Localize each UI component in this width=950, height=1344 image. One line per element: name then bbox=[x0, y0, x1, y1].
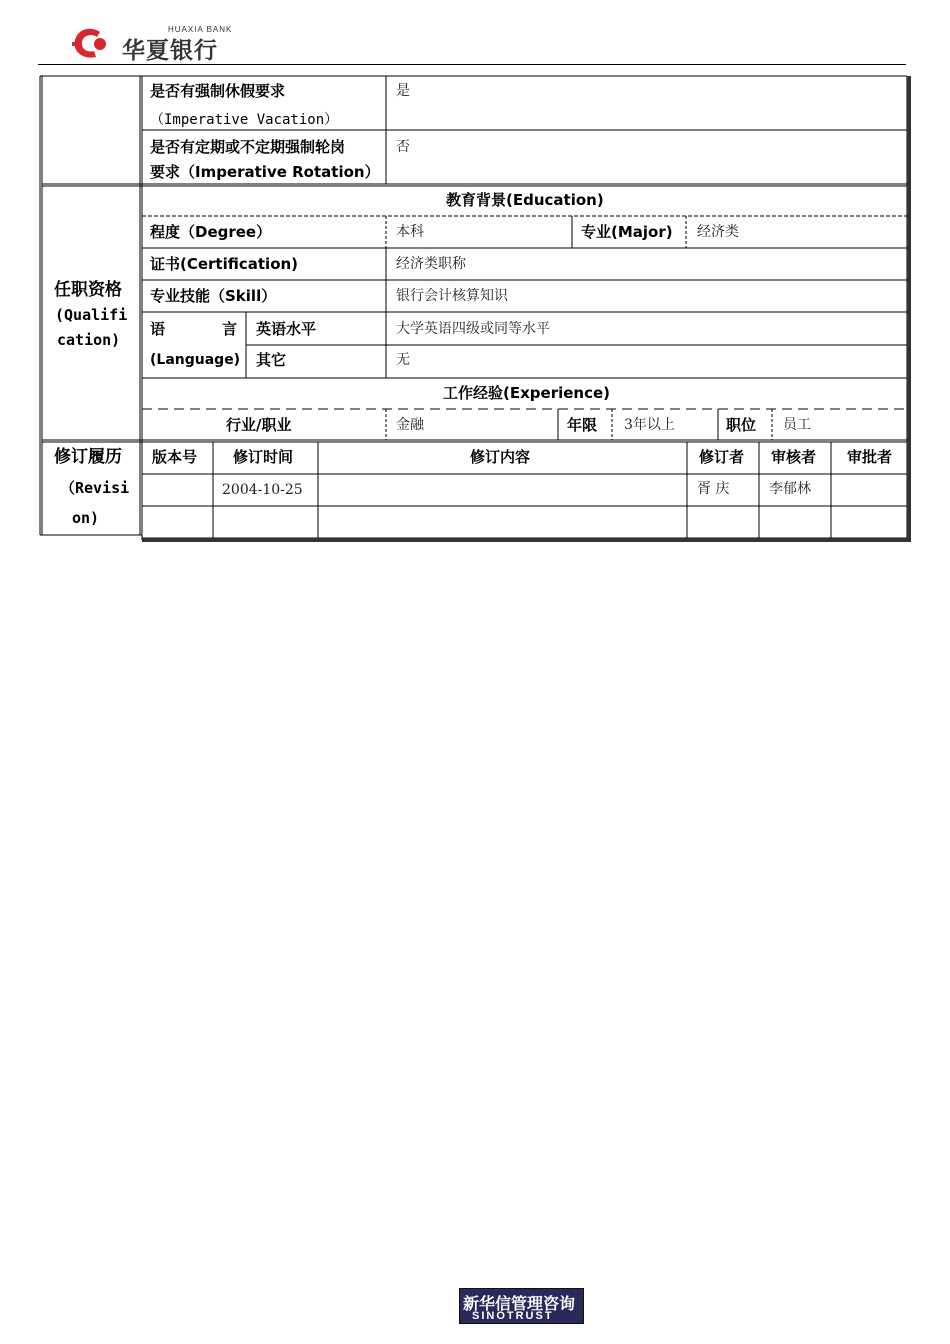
education-header: 教育背景(Education) bbox=[446, 191, 604, 209]
brand-chinese: 华夏银行 bbox=[122, 38, 218, 64]
english-label: 英语水平 bbox=[256, 320, 317, 338]
vacation-question-en: （Imperative Vacation） bbox=[150, 112, 339, 128]
skill-label: 专业技能（Skill） bbox=[150, 287, 277, 305]
position-value: 员工 bbox=[783, 417, 811, 433]
english-value: 大学英语四级或同等水平 bbox=[396, 321, 550, 337]
brand-english: HUAXIA BANK bbox=[168, 25, 233, 34]
certification-label: 证书(Certification) bbox=[150, 255, 299, 273]
qualification-section-title: 任职资格 bbox=[54, 280, 122, 300]
industry-label: 行业/职业 bbox=[226, 416, 292, 434]
experience-header: 工作经验(Experience) bbox=[443, 384, 610, 402]
footer-brand-cn: 新华信管理咨询 bbox=[463, 1294, 576, 1313]
qualification-section-en-1: (Qualifi bbox=[55, 306, 128, 324]
language-label-en: (Language) bbox=[150, 352, 241, 368]
years-label: 年限 bbox=[567, 416, 598, 434]
col-approver: 审批者 bbox=[847, 448, 893, 466]
qualification-section-en-2: cation) bbox=[57, 331, 121, 349]
degree-value: 本科 bbox=[396, 224, 424, 240]
col-content: 修订内容 bbox=[470, 448, 531, 466]
vacation-answer: 是 bbox=[396, 83, 410, 99]
col-version: 版本号 bbox=[152, 448, 198, 466]
row-reviser: 胥 庆 bbox=[697, 481, 730, 497]
row-auditor: 李郁林 bbox=[769, 481, 811, 497]
major-value: 经济类 bbox=[697, 224, 739, 240]
language-label-2: 言 bbox=[222, 320, 238, 338]
rotation-question-line1: 是否有定期或不定期强制轮岗 bbox=[150, 138, 346, 156]
col-auditor: 审核者 bbox=[771, 448, 817, 466]
col-reviser: 修订者 bbox=[699, 448, 745, 466]
vacation-question: 是否有强制休假要求 bbox=[150, 82, 286, 100]
certification-value: 经济类职称 bbox=[396, 256, 466, 272]
other-value: 无 bbox=[396, 352, 410, 368]
table-grid bbox=[0, 0, 950, 560]
rotation-question-line2: 要求（Imperative Rotation） bbox=[150, 163, 380, 181]
years-value: 3年以上 bbox=[624, 417, 675, 433]
language-label-1: 语 bbox=[150, 320, 166, 338]
other-label: 其它 bbox=[256, 351, 287, 369]
revision-section-en-1: （Revisi bbox=[60, 479, 130, 497]
footer-brand-en: SINOTRUST bbox=[472, 1310, 554, 1322]
industry-value: 金融 bbox=[396, 417, 424, 433]
major-label: 专业(Major) bbox=[581, 223, 673, 241]
revision-section-title: 修订履历 bbox=[54, 447, 122, 467]
col-date: 修订时间 bbox=[233, 448, 294, 466]
rotation-answer: 否 bbox=[396, 139, 410, 155]
degree-label: 程度（Degree） bbox=[150, 223, 272, 241]
position-label: 职位 bbox=[726, 416, 757, 434]
row-date: 2004-10-25 bbox=[222, 482, 303, 498]
skill-value: 银行会计核算知识 bbox=[396, 288, 508, 304]
revision-section-en-2: on) bbox=[72, 509, 100, 527]
sinotrust-logo bbox=[459, 1288, 584, 1324]
